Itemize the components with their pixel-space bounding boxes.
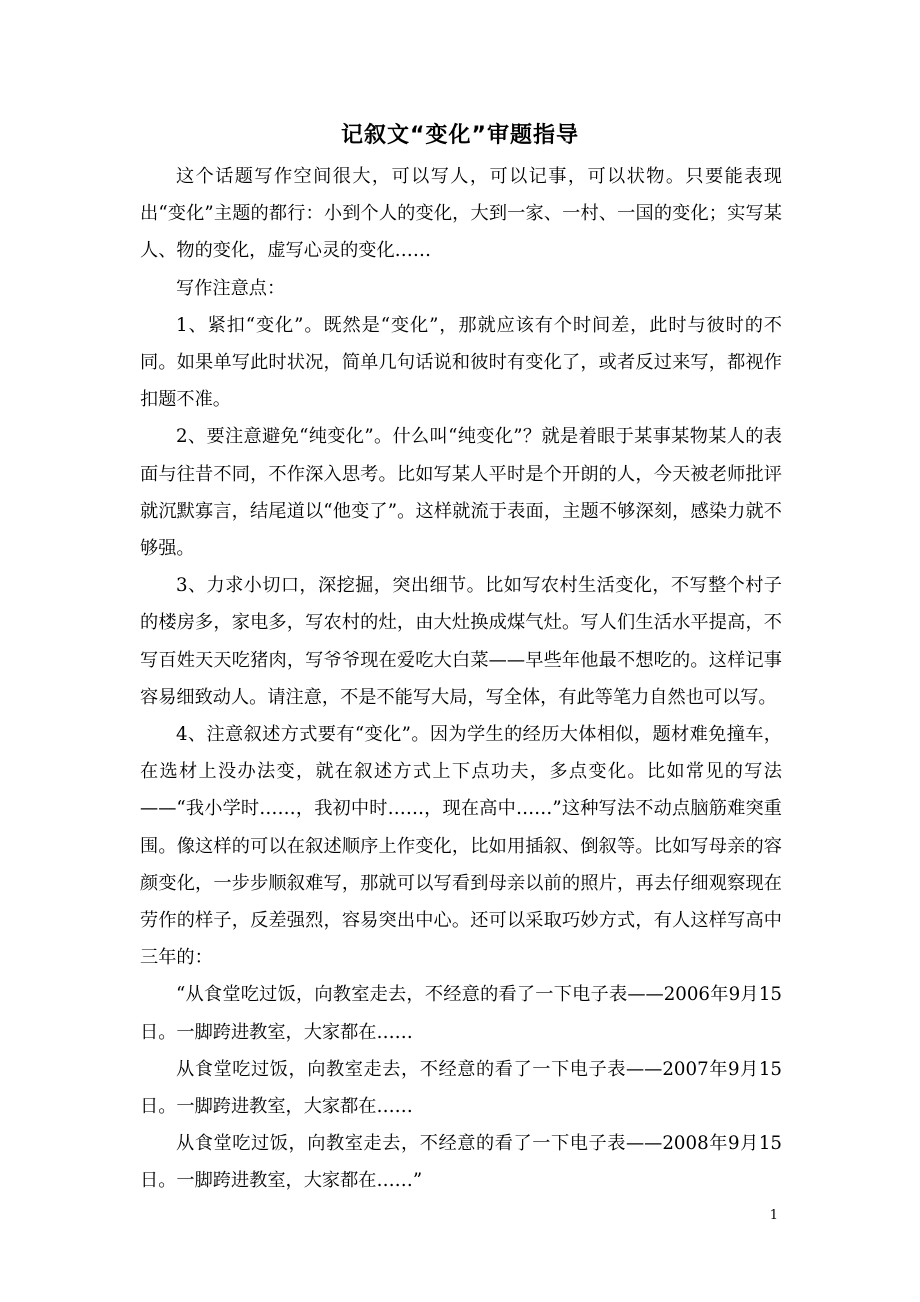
paragraph-intro: 这个话题写作空间很大，可以写人，可以记事，可以状物。只要能表现出“变化”主题的都行：小到个人的变化，大到一家、一村、一国的变化；实写某人、物的变化，虚写心灵的变化…… [140,166,782,262]
paragraph-example-2008: 从食堂吃过饭，向教室走去，不经意的看了一下电子表——2008年9月15日。一脚跨进教室，大家都在……” [140,1133,782,1192]
document-title: 记叙文“变化”审题指导 [341,123,579,148]
paragraph-point-1: 1、紧扣“变化”。既然是“变化”，那就应该有个时间差，此时与彼时的不同。如果单写此时状况，简单几句话说和彼时有变化了，或者反过来写，都视作扣题不准。 [140,314,782,411]
paragraph-point-3: 3、力求小切口，深挖掘，突出细节。比如写农村生活变化，不写整个村子的楼房多，家电多，写农村的灶，由大灶换成煤气灶。写人们生活水平提高，不写百姓天天吃猪肉，写爷爷现在爱吃大白菜——早些年他最不想吃的。这样记事容易细致动人。请注意，不是不能写大局，写全体，有此等笔力自然也可以写。 [140,575,782,708]
paragraph-point-2: 2、要注意避免“纯变化”。什么叫“纯变化”？就是着眼于某事某物某人的表面与往昔不同，不作深入思考。比如写某人平时是个开朗的人，今天被老师批评就沉默寡言，结尾道以“他变了”。这样就流于表面，主题不够深刻，感染力就不够强。 [140,426,782,560]
page-number: 1 [769,1208,778,1223]
paragraph-example-2006: “从食堂吃过饭，向教室走去，不经意的看了一下电子表——2006年9月15日。一脚跨进教室，大家都在…… [140,984,782,1043]
document-body [140,158,782,1200]
paragraph-example-2007: 从食堂吃过饭，向教室走去，不经意的看了一下电子表——2007年9月15日。一脚跨进教室，大家都在…… [140,1058,782,1118]
paragraph-notes-heading: 写作注意点： [176,277,286,299]
paragraph-point-4: 4、注意叙述方式要有“变化”。因为学生的经历大体相似，题材难免撞车，在选材上没办法变，就在叙述方式上下点功夫，多点变化。比如常见的写法——“我小学时……，我初中时……，现在高中……”这种写法不动点脑筋难突重围。像这样的可以在叙述顺序上作变化，比如用插叙、倒叙等。比如写母亲的容颜变化，一步步顺叙难写，那就可以写看到母亲以前的照片，再去仔细观察现在劳作的样子，反差强烈，容易突出中心。还可以采取巧妙方式，有人这样写高中三年的： [140,724,782,969]
